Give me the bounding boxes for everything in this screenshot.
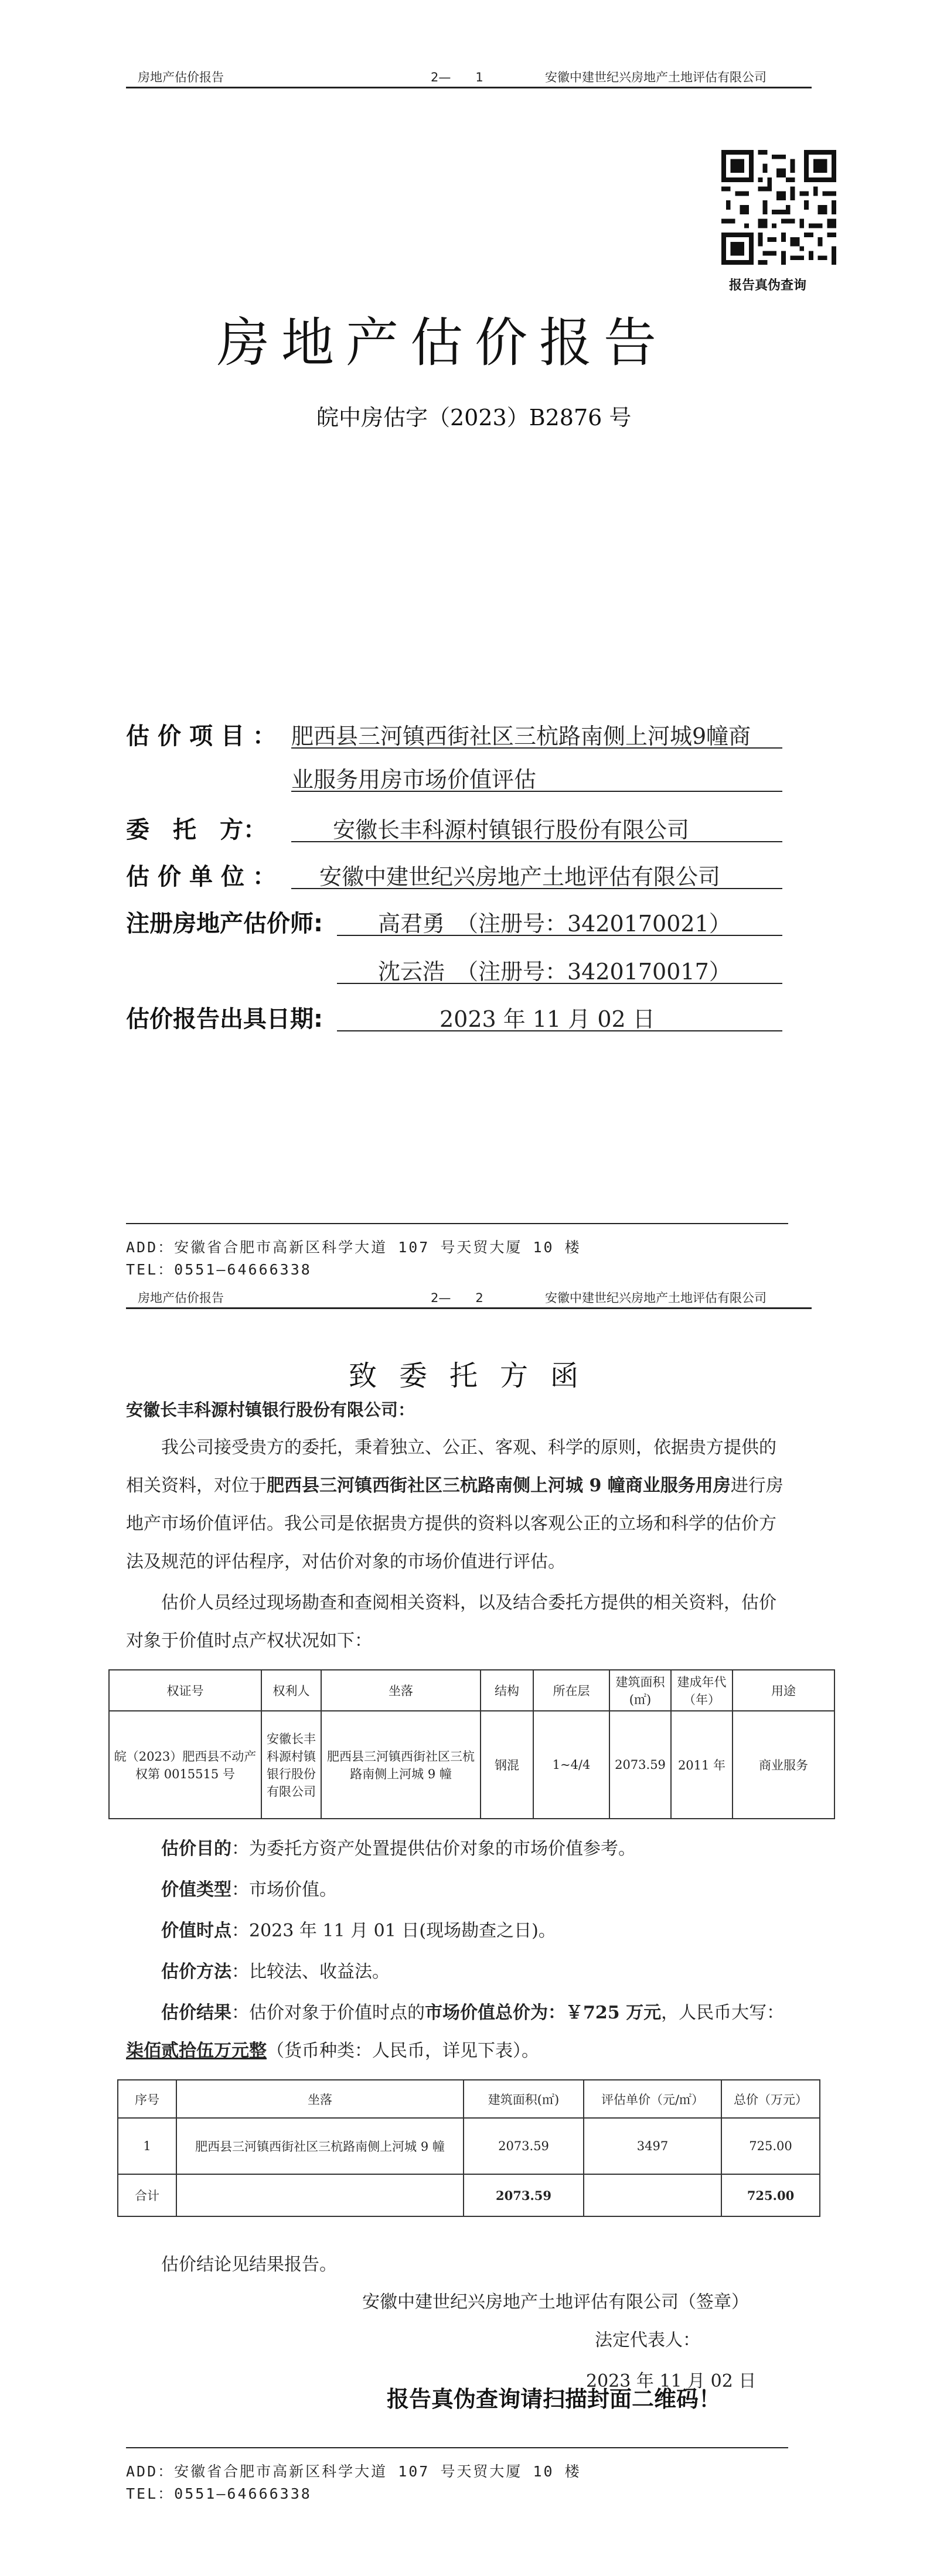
para2-line2: 对象于价值时点产权状况如下： xyxy=(126,1631,372,1651)
th-area: 建筑面积(㎡) xyxy=(609,1670,671,1711)
para1-line2-a: 相关资料，对位于 xyxy=(126,1475,267,1496)
value-date-line xyxy=(161,1909,556,1953)
cell-location: 肥西县三河镇西街社区三杭路南侧上河城 9 幢 xyxy=(321,1711,481,1819)
cell-location: 肥西县三河镇西街社区三杭路南侧上河城 9 幢 xyxy=(176,2118,464,2174)
purpose-value: ：为委托方资产处置提供估价对象的市场价值参考。 xyxy=(231,1839,636,1859)
cell-total-blank2 xyxy=(584,2174,721,2216)
purpose-label: 估价目的 xyxy=(161,1839,231,1859)
footer-address-1: ADD：安徽省合肥市高新区科学大道 107 号天贸大厦 10 楼 xyxy=(126,1239,581,1256)
company-seal: 安徽中建世纪兴房地产土地评估有限公司（签章） xyxy=(362,2292,749,2312)
org-underline xyxy=(291,888,782,889)
page-header-1 xyxy=(126,63,812,88)
cell-index: 1 xyxy=(118,2118,176,2174)
date-underline xyxy=(337,1030,782,1031)
th-location: 坐落 xyxy=(176,2080,464,2118)
method-label: 估价方法 xyxy=(161,1962,231,1982)
cell-total-area: 2073.59 xyxy=(464,2174,584,2216)
method-line xyxy=(161,1950,390,1994)
value-type-value: ：市场价值。 xyxy=(231,1880,337,1900)
rights-table xyxy=(108,1669,835,1819)
table-row xyxy=(118,2118,820,2174)
cell-area: 2073.59 xyxy=(464,2118,584,2174)
org-value: 安徽中建世纪兴房地产土地评估有限公司 xyxy=(319,864,721,890)
cell-total-value: 725.00 xyxy=(721,2174,820,2216)
th-total: 总价（万元） xyxy=(721,2080,820,2118)
result-total: 市场价值总价为：￥725 万元 xyxy=(425,2003,662,2023)
method-value: ：比较法、收益法。 xyxy=(231,1962,390,1982)
para1-line4: 法及规范的评估程序，对估价对象的市场价值进行评估。 xyxy=(126,1552,566,1572)
th-year: 建成年代（年） xyxy=(671,1670,733,1711)
th-unit-price: 评估单价（元/㎡） xyxy=(584,2080,721,2118)
project-value-line2: 业服务用房市场价值评估 xyxy=(291,767,537,792)
client-label: 委 托 方： xyxy=(126,816,267,843)
value-date-label: 价值时点 xyxy=(161,1921,231,1941)
cell-usage: 商业服务 xyxy=(733,1711,834,1819)
client-value: 安徽长丰科源村镇银行股份有限公司 xyxy=(333,817,690,843)
result-tail: （货币种类：人民币，详见下表）。 xyxy=(267,2041,539,2061)
footer-rule-2 xyxy=(126,2447,788,2448)
th-usage: 用途 xyxy=(733,1670,834,1711)
purpose-line xyxy=(161,1827,636,1871)
project-underline-2 xyxy=(291,791,782,792)
cell-total-blank xyxy=(176,2174,464,2216)
para1-line3: 地产市场价值评估。我公司是依据贵方提供的资料以客观公正的立场和科学的估价方 xyxy=(126,1514,776,1534)
cell-cert-no: 皖（2023）肥西县不动产权第 0015515 号 xyxy=(109,1711,261,1819)
appraiser-2: 沈云浩 （注册号：3420170017） xyxy=(378,959,731,985)
document-number: 皖中房估字（2023）B2876 号 xyxy=(316,405,632,431)
cell-area: 2073.59 xyxy=(609,1711,671,1819)
footer-rule-1 xyxy=(126,1223,788,1224)
appraiser-underline-1 xyxy=(337,935,782,936)
qr-label: 报告真伪查询 xyxy=(729,278,807,293)
conclusion: 估价结论见结果报告。 xyxy=(161,2254,337,2275)
cell-total: 725.00 xyxy=(721,2118,820,2174)
table-total-row xyxy=(118,2174,820,2216)
result-label: 估价结果 xyxy=(161,2003,231,2023)
header-left: 房地产估价报告 xyxy=(138,70,224,84)
cell-year: 2011 年 xyxy=(671,1711,733,1819)
th-structure: 结构 xyxy=(481,1670,533,1711)
project-label: 估价项目： xyxy=(126,723,284,750)
result-value-a: ：估价对象于价值时点的 xyxy=(231,2003,425,2023)
para1-line2-property: 肥西县三河镇西街社区三杭路南侧上河城 9 幢商业服务用房 xyxy=(267,1475,731,1496)
addressee: 安徽长丰科源村镇银行股份有限公司： xyxy=(126,1400,415,1420)
header-left: 房地产估价报告 xyxy=(138,1291,224,1305)
cell-unit-price: 3497 xyxy=(584,2118,721,2174)
header-page-number: 2— 2 xyxy=(431,1291,483,1305)
th-owner: 权利人 xyxy=(261,1670,321,1711)
header-right: 安徽中建世纪兴房地产土地评估有限公司 xyxy=(545,70,767,84)
value-type-label: 价值类型 xyxy=(161,1880,231,1900)
page-header-2 xyxy=(126,1284,812,1309)
header-page-number: 2— 1 xyxy=(431,70,483,84)
org-label: 估价单位： xyxy=(126,863,284,890)
result-line xyxy=(161,1991,784,2035)
result-value-c: ，人民币大写： xyxy=(661,2003,785,2023)
verification-note: 报告真伪查询请扫描封面二维码！ xyxy=(387,2386,721,2412)
para2-line1: 估价人员经过现场勘查和查阅相关资料，以及结合委托方提供的相关资料，估价 xyxy=(161,1593,776,1613)
cell-total-label: 合计 xyxy=(118,2174,176,2216)
value-date-value: ：2023 年 11 月 01 日(现场勘查之日)。 xyxy=(231,1921,556,1941)
para1-line2-c: 进行房 xyxy=(730,1475,783,1496)
cell-owner: 安徽长丰科源村镇银行股份有限公司 xyxy=(261,1711,321,1819)
report-title: 房地产估价报告 xyxy=(217,312,668,374)
date-label: 估价报告出具日期: xyxy=(126,1006,323,1033)
rights-table-header xyxy=(109,1670,834,1711)
result-table-header xyxy=(118,2080,820,2118)
cell-structure: 钢混 xyxy=(481,1711,533,1819)
cell-floor: 1~4/4 xyxy=(533,1711,609,1819)
appraiser-1: 高君勇 （注册号：3420170021） xyxy=(378,911,731,937)
appraiser-underline-2 xyxy=(337,983,782,984)
project-underline-1 xyxy=(291,747,782,749)
th-area: 建筑面积(㎡) xyxy=(464,2080,584,2118)
footer-tel-2: TEL：0551—64666338 xyxy=(126,2485,312,2502)
result-upper-line xyxy=(126,2030,539,2073)
result-table xyxy=(117,2079,820,2217)
client-underline xyxy=(291,841,782,842)
letter-title: 致委托方函 xyxy=(349,1359,601,1392)
table-row xyxy=(109,1711,834,1819)
project-value-line1: 肥西县三河镇西街社区三杭路南侧上河城9幢商 xyxy=(291,723,751,749)
footer-tel-1: TEL：0551—64666338 xyxy=(126,1261,312,1278)
legal-representative: 法定代表人： xyxy=(595,2330,700,2350)
appraiser-label: 注册房地产估价师: xyxy=(126,910,323,937)
value-type-line xyxy=(161,1868,337,1912)
footer-address-2: ADD：安徽省合肥市高新区科学大道 107 号天贸大厦 10 楼 xyxy=(126,2463,581,2480)
para1-line1: 我公司接受贵方的委托，秉着独立、公正、客观、科学的原则，依据贵方提供的 xyxy=(161,1437,776,1458)
header-right: 安徽中建世纪兴房地产土地评估有限公司 xyxy=(545,1291,767,1305)
th-floor: 所在层 xyxy=(533,1670,609,1711)
result-upper: 柒佰贰拾伍万元整 xyxy=(126,2041,267,2061)
date-value: 2023 年 11 月 02 日 xyxy=(440,1006,655,1032)
sign-date: 2023 年 11 月 02 日 xyxy=(586,2371,757,2391)
qr-code-icon[interactable] xyxy=(721,150,836,265)
th-cert-no: 权证号 xyxy=(109,1670,261,1711)
para1-line2 xyxy=(126,1464,783,1508)
th-location: 坐落 xyxy=(321,1670,481,1711)
th-index: 序号 xyxy=(118,2080,176,2118)
